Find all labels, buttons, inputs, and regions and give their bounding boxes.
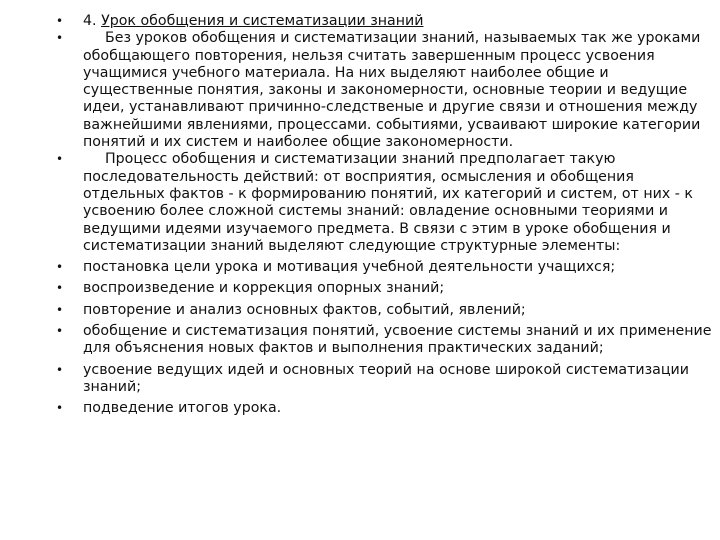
bullet-list: [48, 13, 716, 418]
list-item-element: [48, 400, 716, 417]
bullet-icon: •: [56, 152, 64, 167]
list-item-element: [48, 362, 716, 397]
bullet-icon: •: [56, 14, 64, 28]
bullet-icon: •: [56, 362, 64, 377]
element-text: обобщение и систематизация понятий, усвоение системы знаний и их применение для объяснения новых фактов и выполнения практических заданий;: [83, 323, 712, 357]
list-item-element: [48, 323, 716, 358]
element-text: воспроизведение и коррекция опорных знаний;: [83, 280, 445, 297]
list-item-paragraph: [48, 151, 716, 255]
heading-number: 4.: [83, 13, 97, 29]
heading-title: Урок обобщения и систематизации знаний: [101, 13, 424, 29]
element-text: повторение и анализ основных фактов, событий, явлений;: [83, 301, 526, 318]
element-text: постановка цели урока и мотивация учебной деятельности учащихся;: [83, 259, 616, 276]
list-item-element: [48, 280, 716, 297]
paragraph-content: Процесс обобщения и систематизации знаний предполагает такую последовательность действий: от восприятия, осмысления и обобщения отдельных фактов - к формированию понятий, их категорий и систем, от них - к усвоению более сложной системы знаний: овладение основными теориями и ведущими идеями изучаемого предмета. В связи с этим в уроке обобщения и систематизации знаний выделяют следующие структурные элементы:: [83, 151, 693, 254]
paragraph-text: [83, 30, 716, 151]
bullet-icon: •: [56, 281, 64, 296]
list-item-paragraph: [48, 30, 716, 151]
bullet-icon: •: [56, 260, 64, 275]
element-text: подведение итогов урока.: [83, 400, 282, 417]
element-text: усвоение ведущих идей и основных теорий на основе широкой систематизации знаний;: [83, 361, 689, 395]
list-item-heading: [48, 13, 716, 30]
list-item-element: [48, 259, 716, 276]
bullet-icon: •: [56, 31, 64, 46]
bullet-icon: •: [56, 324, 64, 339]
bullet-icon: •: [56, 302, 64, 317]
paragraph-text: [83, 151, 716, 255]
bullet-icon: •: [56, 401, 64, 416]
heading-text: [83, 13, 716, 30]
list-item-element: [48, 302, 716, 319]
paragraph-content: Без уроков обобщения и систематизации знаний, называемых так же уроками обобщающего повторения, нельзя считать завершенным процесс усвоения учащимися учебного материала. На них выделяют наиболее общие и существенные понятия, законы и закономерности, основные теории и ведущие идеи, устанавливают причинно-следственые и другие связи и отношения между важнейшими явлениями, процессами. событиями, усваивают широкие категории понятий и их систем и наиболее общие закономерности.: [83, 30, 701, 151]
